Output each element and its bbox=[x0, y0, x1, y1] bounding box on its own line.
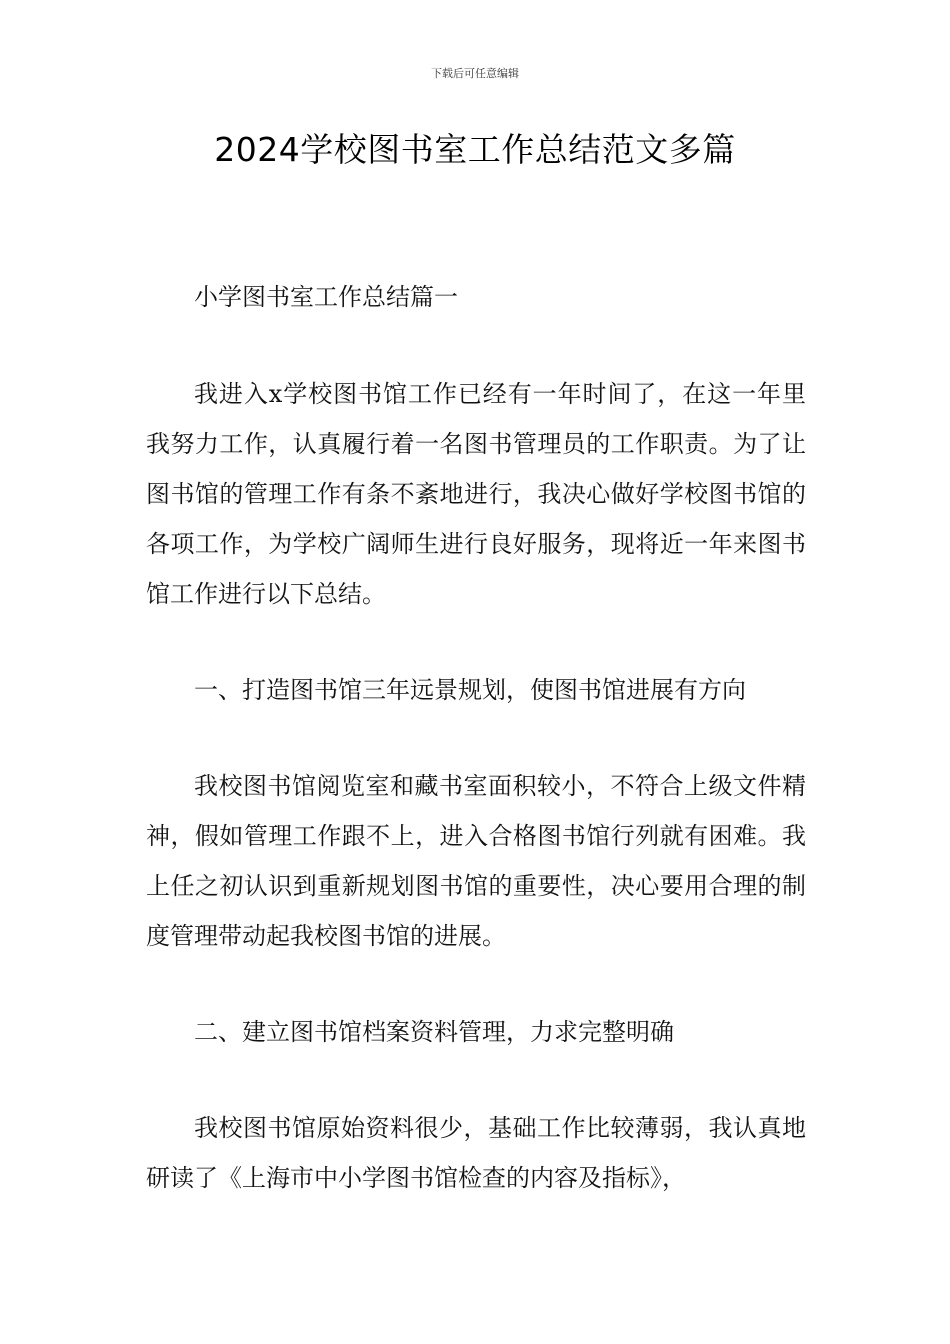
paragraph-1: 我进入x学校图书馆工作已经有一年时间了，在这一年里我努力工作，认真履行着一名图书管理员的工作职责。为了让图书馆的管理工作有条不紊地进行，我决心做好学校图书馆的各项工作，为学校广阔师生进行良好服务，现将近一年来图书馆工作进行以下总结。 bbox=[146, 380, 806, 608]
section-heading-1: 小学图书室工作总结篇一 bbox=[194, 283, 458, 311]
section-heading-3: 二、建立图书馆档案资料管理，力求完整明确 bbox=[194, 1018, 674, 1046]
header-note: 下载后可任意编辑 bbox=[431, 67, 519, 80]
section-heading-2: 一、打造图书馆三年远景规划，使图书馆进展有方向 bbox=[194, 676, 746, 704]
spacer bbox=[146, 1057, 806, 1103]
paragraph-2: 我校图书馆阅览室和藏书室面积较小，不符合上级文件精神，假如管理工作跟不上，进入合格图书馆行列就有困难。我上任之初认识到重新规划图书馆的重要性，决心要用合理的制度管理带动起我校图书馆的进展。 bbox=[146, 772, 806, 950]
document-title: 2024学校图书室工作总结范文多篇 bbox=[214, 130, 736, 169]
paragraph-3: 我校图书馆原始资料很少，基础工作比较薄弱，我认真地研读了《上海市中小学图书馆检查的内容及指标》， bbox=[146, 1114, 806, 1192]
spacer bbox=[146, 322, 806, 369]
spacer bbox=[146, 961, 806, 1007]
document-body bbox=[146, 272, 806, 1203]
spacer bbox=[146, 715, 806, 761]
spacer bbox=[146, 619, 806, 665]
